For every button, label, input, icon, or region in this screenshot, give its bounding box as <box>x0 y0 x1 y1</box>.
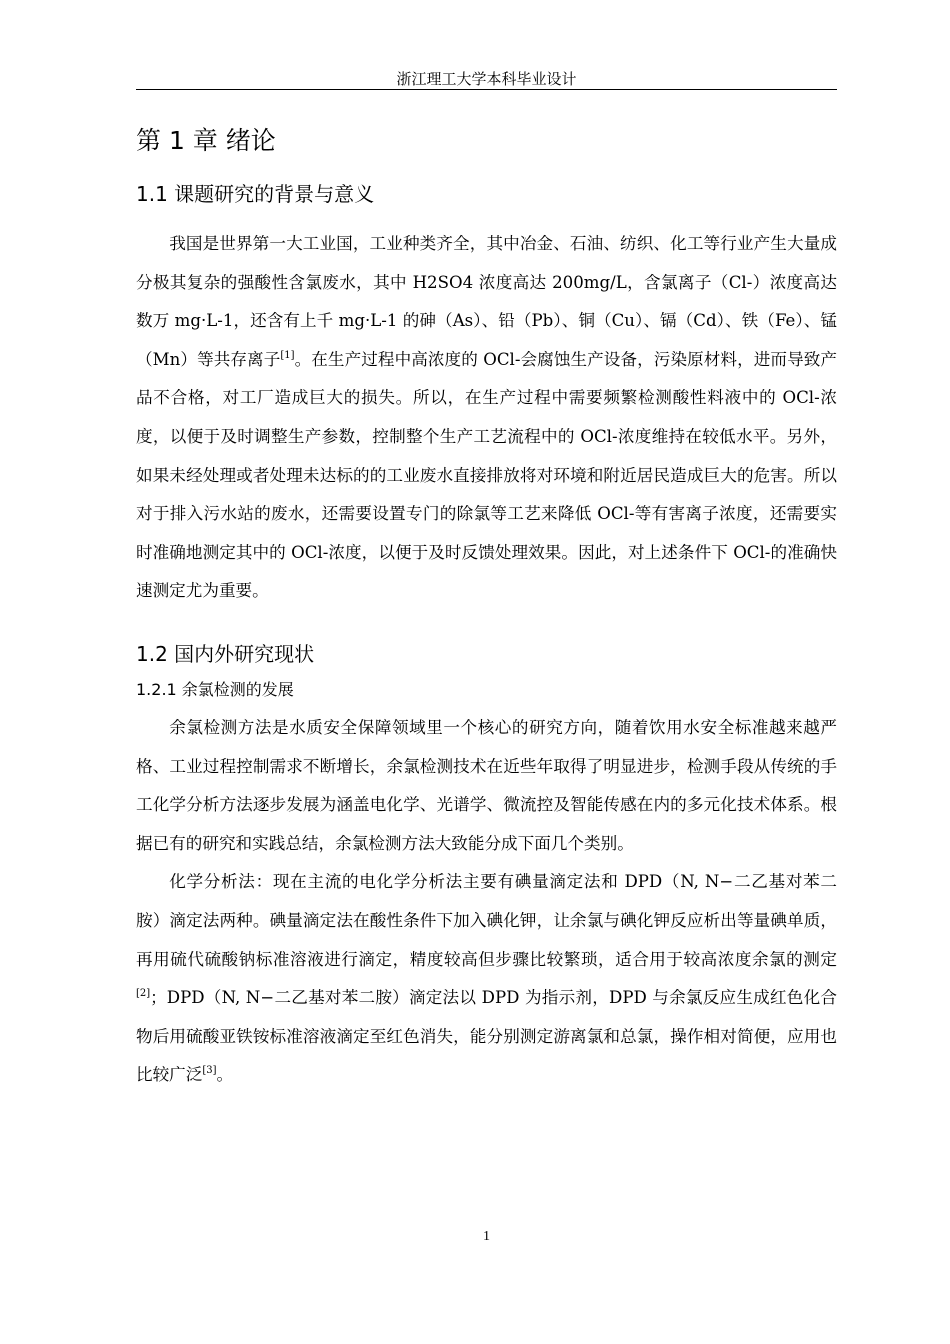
header-rule <box>136 89 837 90</box>
paragraph-text: 我国是世界第一大工业国，工业种类齐全，其中冶金、石油、纺织、化工等行业产生大量成分极其复杂的强酸性含氯废水，其中 H2SO4 浓度高达 200mg/L，含氯离子（Cl-）浓度高达数万 mg·L-1，还含有上千 mg·L-1 的砷（As）、铅（Pb）、铜（Cu）、镉（Cd）、铁（Fe）、锰（Mn）等共存离子 <box>136 234 837 369</box>
page-body <box>136 112 837 1095</box>
citation-3: [3] <box>202 1065 217 1077</box>
chapter-title: 第 1 章 绪论 <box>136 126 276 155</box>
paragraph-text: 化学分析法：现在主流的电化学分析法主要有碘量滴定法和 DPD（N, N−二乙基对苯二胺）滴定法两种。碘量滴定法在酸性条件下加入碘化钾，让余氯与碘化钾反应析出等量碘单质，再用硫代硫酸钠标准溶液进行滴定，精度较高但步骤比较繁琐，适合用于较高浓度余氯的测定 <box>136 872 837 969</box>
subsection-title-1-2-1: 1.2.1 余氯检测的发展 <box>136 679 294 699</box>
section-title-1-1: 1.1 课题研究的背景与意义 <box>136 182 375 206</box>
paragraph-text: ；DPD（N, N−二乙基对苯二胺）滴定法以 DPD 为指示剂，DPD 与余氯反应生成红色化合物后用硫酸亚铁铵标准溶液滴定至红色消失，能分别测定游离氯和总氯，操作相对简便，应用也比较广泛 <box>136 988 837 1085</box>
section-title-1-2: 1.2 国内外研究现状 <box>136 641 315 666</box>
paragraph-background <box>136 225 837 611</box>
citation-1: [1] <box>280 349 295 361</box>
running-header: 浙江理工大学本科毕业设计 <box>396 70 577 88</box>
paragraph-residual-chlorine: 余氯检测方法是水质安全保障领域里一个核心的研究方向，随着饮用水安全标准越来越严格、工业过程控制需求不断增长，余氯检测技术在近些年取得了明显进步，检测手段从传统的手工化学分析方法逐步发展为涵盖电化学、光谱学、微流控及智能传感在内的多元化技术体系。根据已有的研究和实践总结，余氯检测方法大致能分成下面几个类别。 <box>136 717 837 853</box>
paragraph-chemical-analysis <box>136 863 837 1095</box>
page-number: 1 <box>483 1229 490 1244</box>
citation-2: [2] <box>136 988 151 1000</box>
paragraph-text: 。 <box>216 1065 234 1085</box>
paragraph-text: 。在生产过程中高浓度的 OCl-会腐蚀生产设备，污染原材料，进而导致产品不合格，对工厂造成巨大的损失。所以，在生产过程中需要频繁检测酸性料液中的 OCl-浓度，以便于及时调整生产参数，控制整个生产工艺流程中的 OCl-浓度维持在较低水平。另外，如果未经处理或者处理未达标的的工业废水直接排放将对环境和附近居民造成巨大的危害。所以对于排入污水站的废水，还需要设置专门的除氯等工艺来降低 OCl-等有害离子浓度，还需要实时准确地测定其中的 OCl-浓度，以便于及时反馈处理效果。因此，对上述条件下 OCl-的准确快速测定尤为重要。 <box>136 349 837 601</box>
